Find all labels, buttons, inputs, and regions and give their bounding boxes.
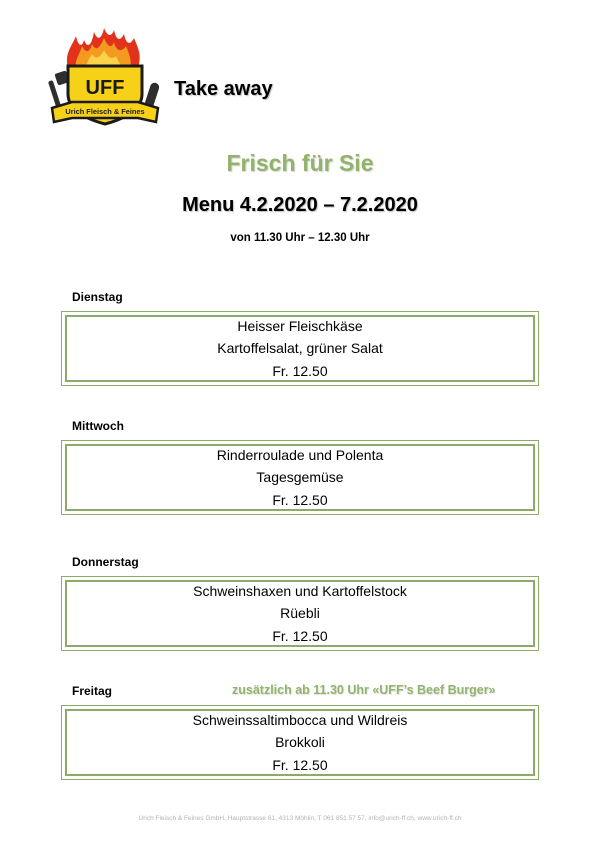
friday-special-note: zusätzlich ab 11.30 Uhr «UFF’s Beef Burger» — [232, 683, 496, 697]
dish-price: Fr. 12.50 — [272, 627, 328, 644]
dish-price: Fr. 12.50 — [272, 491, 328, 508]
menu-box-dienstag — [61, 311, 539, 386]
flame-grill-logo-icon — [46, 24, 164, 142]
uff-logo — [46, 24, 164, 142]
dish-side: Brokkoli — [275, 734, 325, 751]
dish-name: Heisser Fleischkäse — [237, 317, 363, 334]
day-label-mittwoch: Mittwoch — [72, 419, 124, 433]
dish-side: Tagesgemüse — [256, 469, 344, 486]
menu-title: Menu 4.2.2020 – 7.2.2020 — [182, 194, 418, 216]
svg-text:UFF: UFF — [85, 77, 125, 99]
day-label-donnerstag: Donnerstag — [72, 555, 139, 569]
svg-text:Urich Fleisch & Feines: Urich Fleisch & Feines — [65, 107, 145, 116]
dish-name: Schweinshaxen und Kartoffelstock — [193, 582, 407, 599]
dish-name: Schweinssaltimbocca und Wildreis — [192, 711, 408, 728]
dish-side: Rüebli — [280, 605, 320, 622]
menu-box-donnerstag — [61, 576, 539, 651]
tagline: Frisch für Sie — [226, 150, 374, 176]
day-label-freitag: Freitag — [72, 684, 113, 698]
dish-price: Fr. 12.50 — [272, 362, 328, 379]
header-title: Take away — [174, 78, 273, 100]
menu-hours: von 11.30 Uhr – 12.30 Uhr — [230, 232, 370, 244]
menu-box-freitag — [61, 705, 539, 780]
dish-name: Rinderroulade und Polenta — [216, 446, 384, 463]
day-label-dienstag: Dienstag — [72, 290, 123, 304]
footer-address: Urich Fleisch & Feines GmbH, Hauptstrasse 61, 4313 Möhlin, T 061 851 57 57, info@urich-ff.ch, www.urich-ff.ch — [138, 815, 462, 822]
menu-box-mittwoch — [61, 440, 539, 515]
dish-price: Fr. 12.50 — [272, 756, 328, 773]
dish-side: Kartoffelsalat, grüner Salat — [217, 340, 383, 357]
